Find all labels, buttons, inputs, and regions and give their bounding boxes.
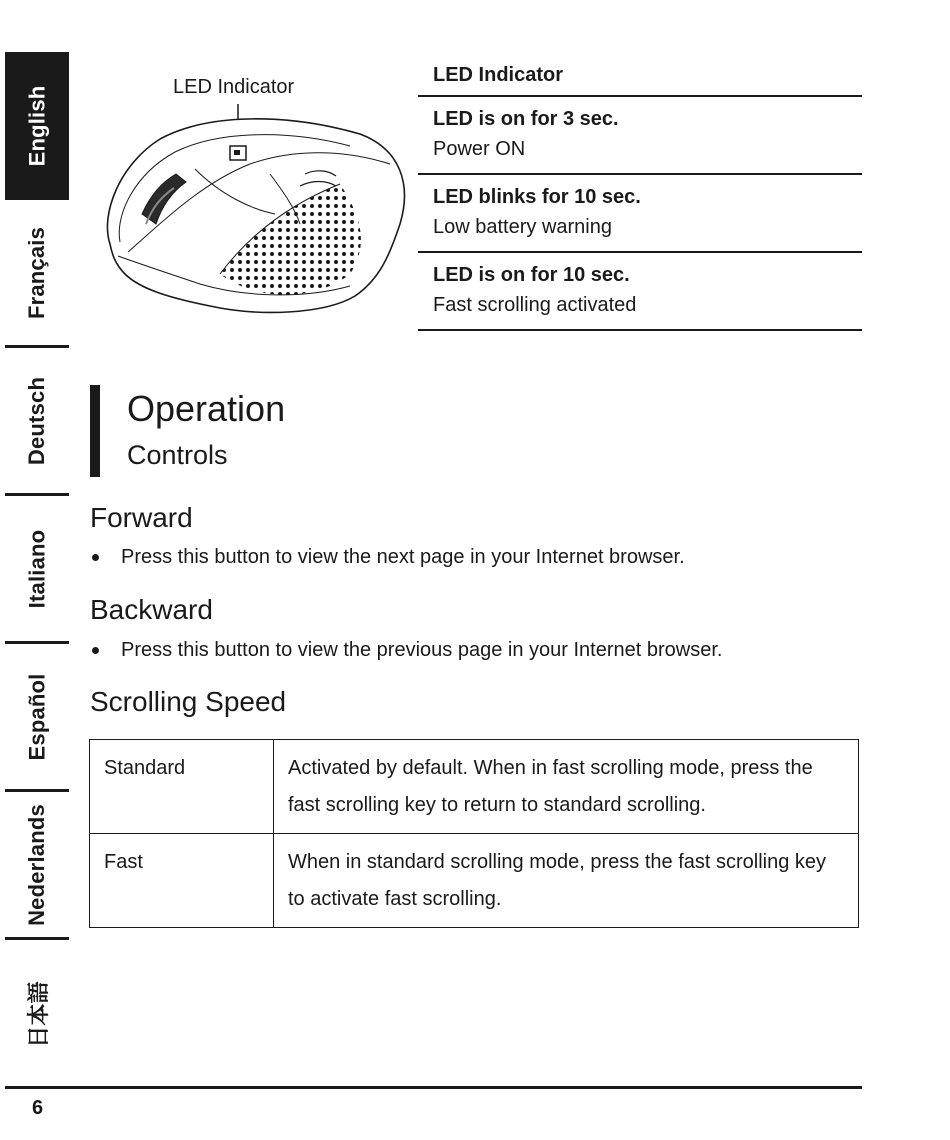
scrolling-speed-heading: Scrolling Speed <box>90 686 287 717</box>
section-title: Operation <box>127 388 286 429</box>
section-marker-bar <box>90 385 100 477</box>
led-meaning: Power ON <box>433 138 526 160</box>
tab-english[interactable] <box>5 52 69 200</box>
speed-mode-cell: Standard <box>90 740 274 834</box>
bullet-icon <box>92 647 99 654</box>
forward-heading: Forward <box>90 502 193 533</box>
led-state: LED is on for 3 sec. <box>433 108 619 130</box>
led-state: LED is on for 10 sec. <box>433 264 630 286</box>
forward-bullet <box>90 546 685 569</box>
section-subtitle: Controls <box>127 440 228 470</box>
backward-heading: Backward <box>90 594 213 625</box>
tab-label: Nederlands <box>24 803 50 926</box>
led-meaning: Low battery warning <box>433 216 612 238</box>
bullet-text: Press this button to view the next page in your Internet browser. <box>121 546 685 568</box>
tab-label: Deutsch <box>24 376 50 465</box>
tab-label: English <box>24 85 50 167</box>
mouse-illustration <box>100 74 410 320</box>
footer-rule <box>5 1086 862 1089</box>
led-indicator-callout: LED Indicator <box>173 76 295 98</box>
bullet-icon <box>92 554 99 561</box>
tab-label: 日本語 <box>25 980 51 1048</box>
led-table-row <box>418 175 862 253</box>
tab-label: Español <box>24 673 50 760</box>
tab-japanese[interactable] <box>5 940 69 1088</box>
bullet-text: Press this button to view the previous page in your Internet browser. <box>121 639 723 661</box>
backward-bullet <box>90 639 722 662</box>
led-meaning: Fast scrolling activated <box>433 294 637 316</box>
table-row <box>90 740 859 834</box>
tab-italiano[interactable] <box>5 496 69 644</box>
tab-espanol[interactable] <box>5 644 69 792</box>
tab-deutsch[interactable] <box>5 348 69 496</box>
speed-mode-cell: Fast <box>90 834 274 928</box>
tab-label: Italiano <box>24 529 49 608</box>
page-number: 6 <box>32 1097 44 1119</box>
speed-description-cell: Activated by default. When in fast scrolling mode, press the fast scrolling key to return to standard scrolling. <box>274 740 859 834</box>
scrolling-speed-table <box>89 739 859 928</box>
tab-label: Français <box>24 226 49 319</box>
led-indicator-table <box>418 60 862 331</box>
led-table-header: LED Indicator <box>418 60 862 97</box>
led-table-row <box>418 97 862 175</box>
tab-francais[interactable] <box>5 200 69 348</box>
table-row <box>90 834 859 928</box>
speed-description-cell: When in standard scrolling mode, press the fast scrolling key to activate fast scrolling. <box>274 834 859 928</box>
led-table-row <box>418 253 862 331</box>
tab-nederlands[interactable] <box>5 792 69 940</box>
led-state: LED blinks for 10 sec. <box>433 186 641 208</box>
